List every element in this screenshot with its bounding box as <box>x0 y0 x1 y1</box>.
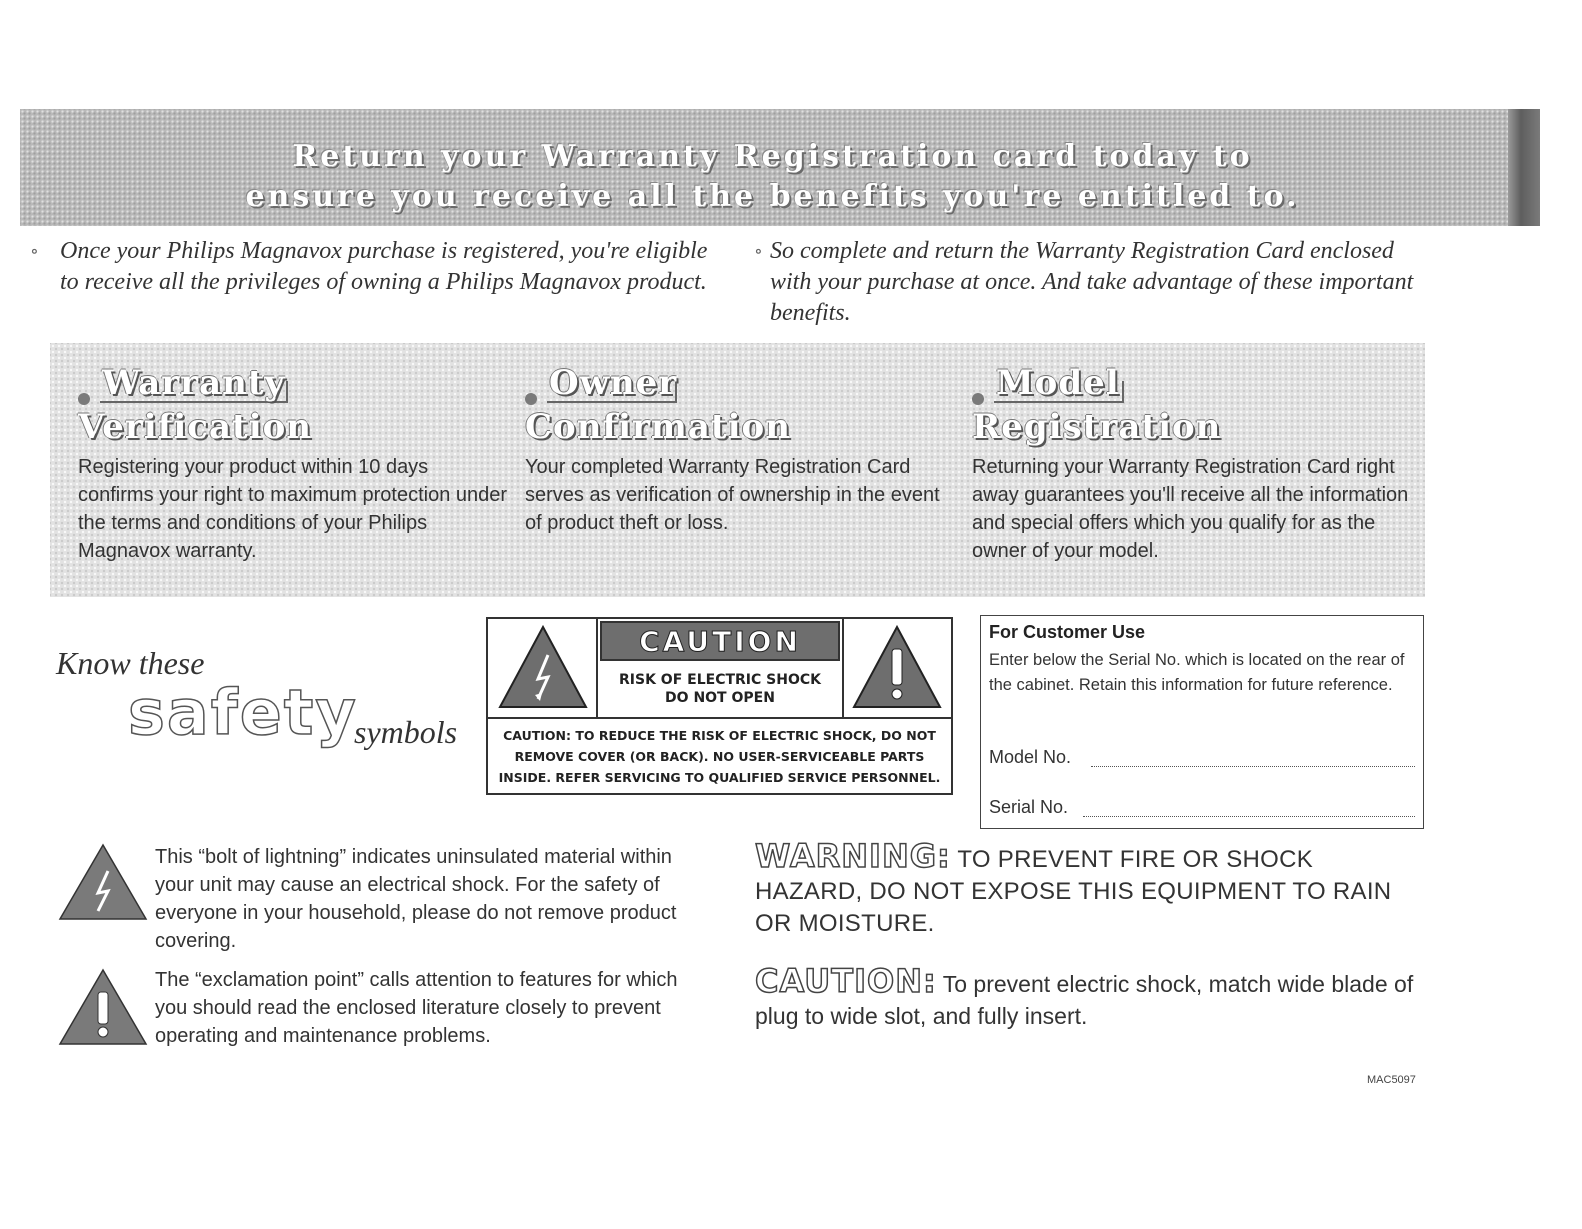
serial-no-label: Serial No. <box>989 797 1069 817</box>
banner-edge-shadow <box>1508 109 1540 226</box>
banner-line-1: Return your Warranty Registration card today to <box>292 139 1253 174</box>
customer-use-box <box>980 615 1424 829</box>
benefit-warranty-verification <box>50 343 508 597</box>
registration-banner <box>20 109 1525 226</box>
caution-label-text: CAUTION: TO REDUCE THE RISK OF ELECTRIC SHOCK, DO NOT REMOVE COVER (OR BACK). NO USER-SERVICEABLE PARTS INSIDE. REFER SERVICING TO QUALIFIED SERVICE PERSONNEL. <box>498 728 941 785</box>
intro-right <box>752 236 1422 329</box>
know-these-heading: Know these <box>56 645 205 681</box>
lightning-triangle-icon <box>58 843 148 921</box>
title-tick <box>286 381 288 403</box>
benefit-title-2: Confirmation <box>525 407 791 447</box>
intro-left-text: Once your Philips Magnavox purchase is registered, you're eligible to receive all the privileges of owning a Philips Magnavox product. <box>60 238 708 295</box>
customer-instructions: Enter below the Serial No. which is located on the rear of the cabinet. Retain this information for future reference. <box>989 651 1405 694</box>
model-no-label: Model No. <box>989 747 1072 767</box>
label-divider <box>842 619 844 717</box>
caution-notice <box>755 962 1415 1032</box>
warning-notice <box>755 837 1415 940</box>
caution-notice-text: To prevent electric shock, match wide blade of plug to wide slot, and fully insert. <box>755 971 1414 1029</box>
benefit-body: Your completed Warranty Registration Card serves as verification of ownership in the event of product theft or loss. <box>525 456 940 534</box>
risk-text <box>600 671 840 707</box>
customer-title: For Customer Use <box>989 622 1146 642</box>
lightning-triangle-icon <box>496 623 590 711</box>
risk-line-1: RISK OF ELECTRIC SHOCK <box>619 672 821 688</box>
intro-right-text: So complete and return the Warranty Registration Card enclosed with your purchase at once. And take advantage of these important benefits. <box>770 238 1414 326</box>
caution-label <box>486 617 953 795</box>
caution-title: CAUTION <box>639 624 801 658</box>
benefit-body: Registering your product within 10 days confirms your right to maximum protection under the terms and conditions of your Philips Magnavox warranty. <box>78 456 508 562</box>
exclamation-triangle-icon <box>58 968 148 1046</box>
benefit-title-2: Registration <box>972 407 1222 447</box>
bullet-icon: ∘ <box>30 241 39 261</box>
bullet-dot-icon <box>78 393 90 405</box>
benefit-title-2: Verification <box>78 407 313 447</box>
label-divider <box>488 717 951 719</box>
warning-text: TO PREVENT FIRE OR SHOCK HAZARD, DO NOT EXPOSE THIS EQUIPMENT TO RAIN OR MOISTURE. <box>755 846 1392 937</box>
caution-heading: CAUTION: <box>755 962 937 1000</box>
document-code: MAC5097 <box>1367 1074 1416 1086</box>
symbols-word: symbols <box>354 714 458 750</box>
safety-word: safety <box>128 676 358 749</box>
bullet-icon: ∘ <box>754 241 763 261</box>
serial-no-field[interactable] <box>1083 816 1415 817</box>
risk-line-2: DO NOT OPEN <box>665 690 775 706</box>
model-no-field[interactable] <box>1091 766 1415 767</box>
lightning-explanation: This “bolt of lightning” indicates uninsulated material within your unit may cause an electrical shock. For the safety of everyone in your household, please do not remove product covering. <box>155 846 677 952</box>
exclamation-explanation: The “exclamation point” calls attention to features for which you should read the enclosed literature closely to prevent operating and maintenance problems. <box>155 969 678 1047</box>
exclamation-triangle-icon <box>850 623 944 711</box>
label-divider <box>596 619 598 717</box>
benefit-title-1: Warranty <box>102 363 286 403</box>
bullet-dot-icon <box>525 393 537 405</box>
intro-left <box>30 236 730 298</box>
benefit-owner-confirmation <box>497 343 944 597</box>
banner-line-2: ensure you receive all the benefits you're entitled to. <box>245 179 1300 214</box>
benefit-title-1: Model <box>996 363 1120 403</box>
title-tick <box>1122 381 1124 403</box>
caution-title-box <box>600 621 840 661</box>
benefit-model-registration <box>944 343 1424 597</box>
benefit-body: Returning your Warranty Registration Card right away guarantees you'll receive all the information and special offers which you qualify for as the owner of your model. <box>972 456 1409 562</box>
warning-heading: WARNING: <box>755 837 951 875</box>
benefit-title-1: Owner <box>549 363 678 403</box>
bullet-dot-icon <box>972 393 984 405</box>
benefits-panel <box>50 343 1425 597</box>
